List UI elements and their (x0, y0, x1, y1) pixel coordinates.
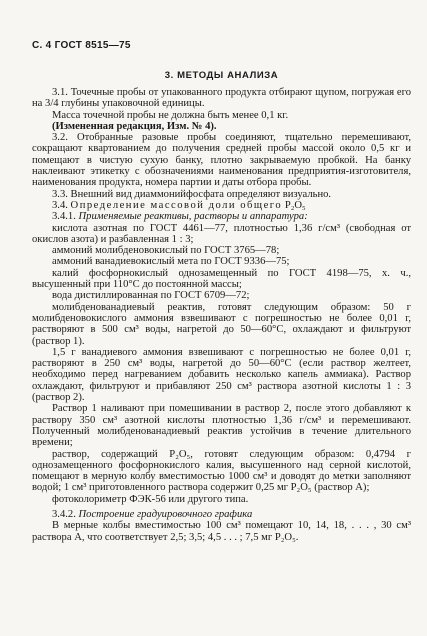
photocolorimeter: фотоколориметр ФЭК-56 или другого типа. (52, 493, 249, 505)
reagent-water: вода дистиллированная по ГОСТ 6709—72; (52, 290, 250, 302)
solution-2-preparation: 1,5 г ванадиевого аммония взвешивают с погрешностью не более 0,01 г, растворяют в 250 см³ воды, нагретой до 50—60°С (если раствор желтеет, необходимо перед нагреванием добавить несколько капель аммиака). Раствор охлаждают, фильтруют и прибавляют 250 см³ раствора азотной кислоты 1 : 3 (раствор 2). (32, 346, 411, 404)
paragraph-sample-mass: Масса точечной пробы не должна быть менее 0,1 кг. (52, 109, 289, 121)
clause-number: 3.4.1. (52, 211, 76, 223)
paragraph-3-4-2 (32, 509, 411, 520)
page-header: С. 4 ГОСТ 8515—75 (32, 40, 131, 51)
paragraph-3-4 (32, 200, 411, 211)
clause-heading: Построение градуировочного графика (78, 508, 253, 520)
paragraph-3-1: 3.1. Точечные пробы от упакованного продукта отбирают щупом, погружая его на 3/4 глубины упаковочной единицы. (32, 87, 411, 110)
paragraph-3-4-1 (32, 211, 411, 222)
document-body (32, 87, 411, 543)
formula: P₂O₅ (284, 199, 306, 211)
paragraph-3-3: 3.3. Внешний вид диаммонийфосфата определяют визуально. (52, 188, 332, 200)
reagent-preparation: молибденованадиевый реактив, готовят следующим образом: 50 г молибденовокислого аммония взвешивают с погрешностью не более 0,01 г, растворяют в 500 см³ воды, нагретой до 50—60°С, охлаждают и фильтруют (раствор 1). (32, 301, 411, 347)
solution-a-preparation: раствор, содержащий P₂O₅, готовят следующим образом: 0,4794 г однозамещенного фосфорнокислого калия, высушенного над серной кислотой, помещают в мерную колбу вместимостью 1000 см³ и доводят до метки заполняют водой; 1 см³ приготовленного раствора содержит 0,25 мг P₂O₅ (раствор А); (32, 448, 411, 494)
reagent-potassium-phosphate: калий фосфорнокислый однозамещенный по ГОСТ 4198—75, х. ч., высушенный при 110°С до постоянной массы; (32, 267, 411, 291)
reagent-ammonium-vanadate: аммоний ванадиевокислый мета по ГОСТ 9336—75; (52, 256, 290, 268)
clause-number: 3.4.2. (52, 508, 76, 520)
paragraph-3-2: 3.2. Отобранные разовые пробы соединяют, тщательно перемешивают, сокращают квартованием до получения средней пробы массой около 0,5 кг и помещают в чистую сухую банку, плотно закрываемую пробкой. На банку наклеивают этикетку с обозначениями наименования предприятия-изготовителя, наименования продукта, номера партии и даты отбора пробы. (32, 132, 411, 189)
reagent-ammonium-molybdate: аммоний молибденовокислый по ГОСТ 3765—78; (52, 245, 280, 257)
section-title: 3. МЕТОДЫ АНАЛИЗА (164, 70, 279, 81)
amendment-note: (Измененная редакция, Изм. № 4). (52, 120, 217, 132)
reagent-mixing: Раствор 1 наливают при помешивании в раствор 2, после этого добавляют к раствору 350 см³ азотной кислоты плотностью 1,36 г/см³ и перемешивают. Полученный молибденованадиевый реактив устойчив в течение длительного времени; (32, 403, 411, 449)
calibration-paragraph: В мерные колбы вместимостью 100 см³ помещают 10, 14, 18, . . . , 30 см³ раствора А, что соответствует 2,5; 3,5; 4,5 . . . ; 7,5 мг P₂O₅. (32, 520, 411, 543)
clause-heading: Применяемые реактивы, растворы и аппаратура: (78, 211, 308, 223)
reagent-nitric-acid: кислота азотная по ГОСТ 4461—77, плотностью 1,36 г/см³ (свободная от окислов азота) и разбавленная 1 : 3; (32, 222, 411, 245)
clause-heading: Определение массовой доли общего (70, 199, 283, 211)
clause-number: 3.4. (52, 199, 68, 211)
